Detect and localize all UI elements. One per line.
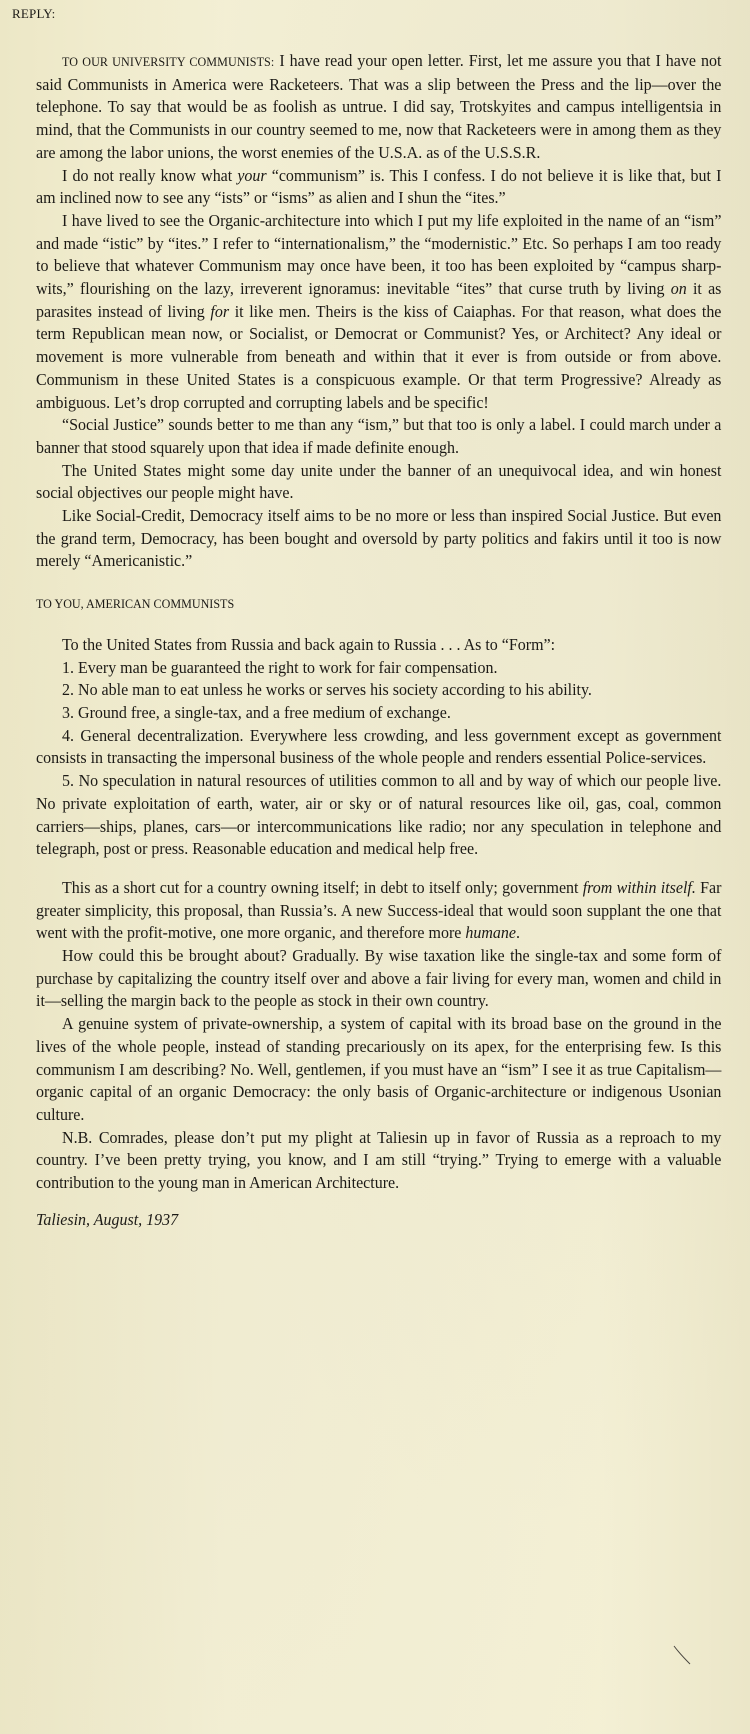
paragraph-7-emphasis-a: from within itself.: [582, 877, 696, 897]
paragraph-1-text: I have read your open letter. First, let me assure you that I have not said Communists in America were Racketeers. That was a slip between the Press and the lip—over the telephone. To say that would be as foolish as untrue. I did say, Trotskyites and campus intelligentsia in mind, that the Communists in our country seemed to me, now that Racketeers were in among them as they are among the labor unions, the worst enemies of the U.S.A. as of the U.S.S.R.: [36, 51, 722, 162]
list-item-4: 4. General decentralization. Everywhere less crowding, and less government except as government consists in transacting the impersonal business of the whole people and renders essential Police-services.: [36, 725, 722, 768]
signoff: Taliesin, August, 1937: [36, 1209, 179, 1229]
paragraph-3-emphasis-on: on: [670, 279, 687, 299]
paragraph-7-text-b: Far greater simplicity, this proposal, than Russia’s. A new Success-ideal that would soon supplant the one that went with the profit-motive, one more organic, and therefore more: [36, 877, 722, 943]
paragraph-2: [36, 165, 721, 210]
paragraph-3-text-b: it as parasites instead of living: [36, 279, 722, 321]
paragraph-6: Like Social-Credit, Democracy itself aims to be no more or less than inspired Social Justice. But even the grand term, Democracy, has been bought and oversold by party politics and fakirs until it too is now merely “Americanistic.”: [36, 506, 722, 571]
paragraph-1: [36, 50, 721, 165]
paragraph-intro: To the United States from Russia and back again to Russia . . . As to “Form”:: [62, 634, 556, 654]
paragraph-7: [36, 877, 721, 945]
pen-mark-icon: [672, 1644, 692, 1666]
paragraph-9: A genuine system of private-ownership, a system of capital with its broad base on the ground in the lives of the whole people, instead of standing precariously on its apex, for the enterprising few. Is this communism I am describing? No. Well, gentlemen, if you must have an “ism” I see it as true Capitalism—organic capital of an organic Democracy: the only basis of Organic-architecture or indigenous Usonian culture.: [36, 1014, 722, 1124]
list-item-2: 2. No able man to eat unless he works or serves his society according to his ability.: [62, 680, 592, 700]
reply-label: REPLY:: [12, 6, 56, 21]
section-heading: TO YOU, AMERICAN COMMUNISTS: [36, 596, 235, 612]
paragraph-3-text-a: I have lived to see the Organic-architecture into which I put my life exploited in the name of an “ism” and made “istic” by “ites.” I refer to “internationalism,” the “modernistic.” Etc. So perhaps I am too ready to believe that whatever Communism may once have been, it too has been exploited by “campus sharp-wits,” flourishing on the lazy, irreverent ignoramus: inevitable “ites” that curse truth by living: [36, 210, 722, 299]
paragraph-5: The United States might some day unite under the banner of an unequivocal idea, and win honest social objectives our people might have.: [36, 460, 722, 503]
paragraph-7-text-a: This as a short cut for a country owning itself; in debt to itself only; government: [62, 877, 583, 897]
list-item-1: 1. Every man be guaranteed the right to work for fair compensation.: [62, 657, 498, 677]
letter-body: [36, 50, 721, 1231]
list-item-3: 3. Ground free, a single-tax, and a free medium of exchange.: [62, 702, 451, 722]
paragraph-3: [36, 210, 721, 414]
paragraph-3-emphasis-for: for: [210, 301, 230, 321]
paragraph-3-text-c: it like men. Theirs is the kiss of Caiaphas. For that reason, what does the term Republican mean now, or Socialist, or Democrat or Communist? Yes, or Architect? Any ideal or movement is more vulnerable from beneath and within that it ever is from outside or from above. Communism in these United States is a conspicuous example. Or that term Progressive? Already as ambiguous. Let’s drop corrupted and corrupting labels and be specific!: [36, 301, 722, 412]
paragraph-2-text-b: “communism” is. This I confess. I do not believe it is like that, but I am inclined now to see any “ists” or “isms” as alien and I shun the “ites.”: [36, 165, 722, 208]
salutation: TO OUR UNIVERSITY COMMUNISTS:: [62, 54, 275, 69]
paragraph-7-text-c: .: [515, 923, 520, 943]
paragraph-2-text-a: I do not really know what: [62, 165, 238, 185]
paragraph-4: “Social Justice” sounds better to me than any “ism,” but that too is only a label. I could march under a banner that stood squarely upon that idea if made definite enough.: [36, 415, 722, 457]
paragraph-7-emphasis-b: humane: [465, 923, 516, 943]
paragraph-8: How could this be brought about? Gradually. By wise taxation like the single-tax and some form of purchase by capitalizing the country itself over and above a fair living for every man, women and child in it—selling the margin back to the people as stock in their own country.: [36, 946, 722, 1011]
list-item-5: 5. No speculation in natural resources of utilities common to all and by way of which our people live. No private exploitation of earth, water, air or sky or of natural resources like oil, gas, coal, common carriers—ships, planes, cars—or intercommunications like radio; nor any speculation in telephone and telegraph, post or press. Reasonable education and medical help free.: [36, 771, 722, 859]
paragraph-10: N.B. Comrades, please don’t put my plight at Taliesin up in favor of Russia as a reproach to my country. I’ve been pretty trying, you know, and I am still “trying.” Trying to emerge with a valuable contribution to the young man in American Architecture.: [36, 1127, 722, 1193]
paragraph-2-emphasis: your: [237, 165, 267, 185]
